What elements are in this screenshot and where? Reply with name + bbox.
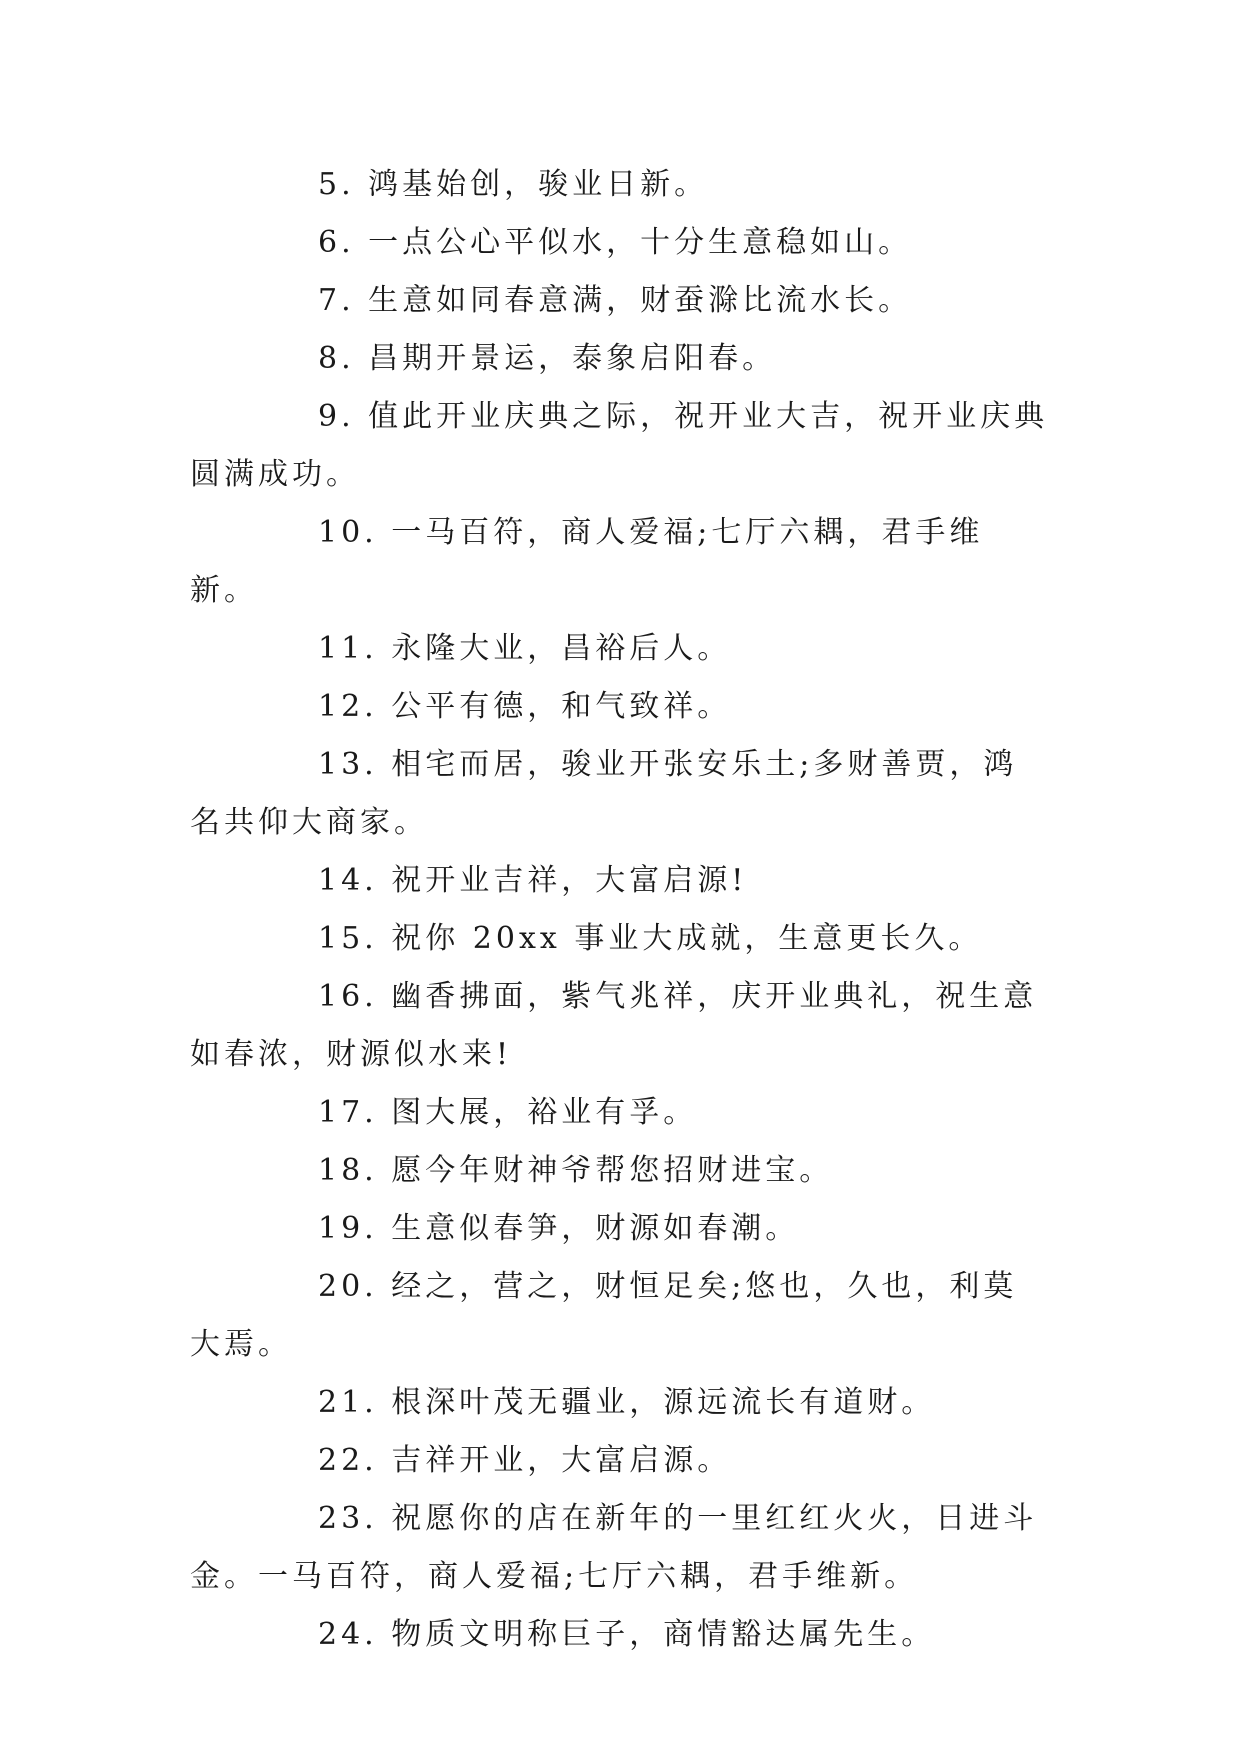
item-text: 昌期开景运，泰象启阳春。 (368, 341, 777, 376)
item-text: 物质文明称巨子，商情豁达属先生。 (391, 1617, 936, 1652)
item-number: 16. (318, 979, 378, 1014)
item-text: 一点公心平似水，十分生意稳如山。 (368, 225, 913, 260)
list-item (190, 272, 1050, 330)
item-text: 根深叶茂无疆业，源远流长有道财。 (391, 1385, 936, 1420)
list-item (190, 736, 1050, 852)
list-item (190, 156, 1050, 214)
item-text: 鸿基始创，骏业日新。 (368, 167, 709, 202)
item-text: 幽香拂面，紫气兆祥，庆开业典礼，祝生意如春浓，财源似水来! (190, 979, 1038, 1072)
item-text: 祝你 20xx 事业大成就，生意更长久。 (391, 921, 983, 956)
list-item (190, 910, 1050, 968)
item-text: 公平有德，和气致祥。 (391, 689, 732, 724)
list-item (190, 504, 1050, 620)
item-text: 祝愿你的店在新年的一里红红火火，日进斗金。一马百符，商人爱福;七厅六耦，君手维新。 (190, 1501, 1038, 1594)
item-number: 23. (318, 1501, 378, 1536)
item-number: 21. (318, 1385, 378, 1420)
list-item (190, 1432, 1050, 1490)
item-text: 吉祥开业，大富启源。 (391, 1443, 732, 1478)
list-item (190, 1374, 1050, 1432)
item-text: 经之，营之，财恒足矣;悠也，久也，利莫大焉。 (190, 1269, 1018, 1362)
item-number: 24. (318, 1617, 378, 1652)
item-number: 6. (318, 225, 355, 260)
item-text: 祝开业吉祥，大富启源! (391, 863, 748, 898)
item-number: 10. (318, 515, 378, 550)
list-item (190, 388, 1050, 504)
item-text: 相宅而居，骏业开张安乐土;多财善贾，鸿名共仰大商家。 (190, 747, 1018, 840)
item-number: 8. (318, 341, 355, 376)
item-text: 生意似春笋，财源如春潮。 (391, 1211, 800, 1246)
list-item (190, 1084, 1050, 1142)
item-text: 值此开业庆典之际，祝开业大吉，祝开业庆典圆满成功。 (190, 399, 1049, 492)
item-number: 18. (318, 1153, 378, 1188)
list-item (190, 968, 1050, 1084)
list-item (190, 1606, 1050, 1664)
item-number: 11. (318, 631, 378, 666)
list-item (190, 620, 1050, 678)
item-number: 20. (318, 1269, 378, 1304)
item-number: 14. (318, 863, 378, 898)
list-item (190, 330, 1050, 388)
item-text: 生意如同春意满，财蚕滁比流水长。 (368, 283, 913, 318)
list-item (190, 678, 1050, 736)
item-text: 愿今年财神爷帮您招财进宝。 (391, 1153, 834, 1188)
item-text: 一马百符，商人爱福;七厅六耦，君手维新。 (190, 515, 984, 608)
list-item (190, 1200, 1050, 1258)
item-number: 7. (318, 283, 355, 318)
item-text: 图大展，裕业有孚。 (391, 1095, 698, 1130)
list-item (190, 1258, 1050, 1374)
item-number: 5. (318, 167, 355, 202)
item-number: 17. (318, 1095, 378, 1130)
item-number: 19. (318, 1211, 378, 1246)
item-text: 永隆大业，昌裕后人。 (391, 631, 732, 666)
item-number: 22. (318, 1443, 378, 1478)
list-item (190, 852, 1050, 910)
item-number: 15. (318, 921, 378, 956)
blessing-list (190, 156, 1050, 1664)
item-number: 9. (318, 399, 355, 434)
item-number: 13. (318, 747, 378, 782)
item-number: 12. (318, 689, 378, 724)
list-item (190, 214, 1050, 272)
list-item (190, 1490, 1050, 1606)
list-item (190, 1142, 1050, 1200)
